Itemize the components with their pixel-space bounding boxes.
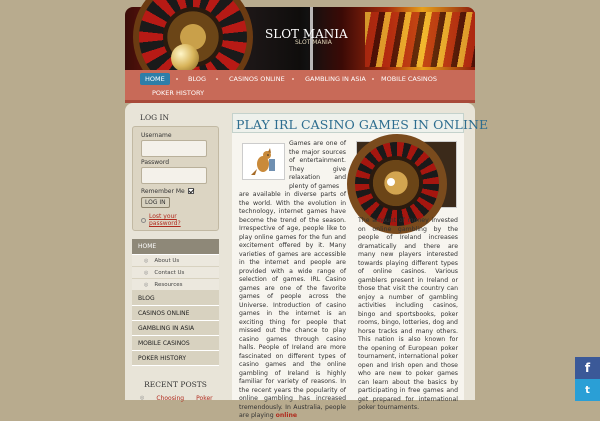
sidebar-item-poker-history[interactable]: POKER HISTORY [132, 351, 219, 366]
password-label: Password [141, 159, 170, 166]
twitter-icon: t [585, 384, 590, 396]
bullet-icon: ◎ [144, 257, 149, 264]
social-share-bar [575, 357, 600, 401]
sidebar-subitem-about-us[interactable]: ◎ About Us [132, 255, 219, 267]
sidebar [132, 109, 219, 402]
bullet-icon: ◎ [144, 269, 149, 276]
password-input[interactable] [141, 167, 207, 184]
twitter-share-button[interactable] [575, 379, 600, 401]
nav-gambling-in-asia[interactable]: GAMBLING IN ASIA [305, 75, 366, 83]
login-button[interactable]: LOG IN [141, 197, 170, 208]
login-title: LOG IN [140, 113, 170, 122]
recent-posts-title: RECENT POSTS [144, 380, 207, 389]
post-title[interactable]: PLAY IRL CASINO GAMES IN ONLINE [236, 117, 489, 132]
sidebar-subitem-resources[interactable]: ◎ Resources [132, 279, 219, 291]
header-banner [125, 7, 475, 70]
username-input[interactable] [141, 140, 207, 157]
sidebar-subitem-contact-us[interactable]: ◎ Contact Us [132, 267, 219, 279]
post-text-right: The amount of money invested on online gambling by the people of Ireland increases dramatically and there are many new players interested towards playing different types of online casinos. Various gamblers present in Ireland or those that visit the country can enjoy a number of gambling activities including casinos, bingo and sportsbooks, poker rooms, bingo, lotteries, dog and horse tracks and many others. This nation is also known for the opening of European poker tournament, international poker open and Irish open and those who are new to poker games can learn about the basics by participating in free games and get prepared for international poker tournaments. [358, 217, 458, 411]
post-title-box [232, 113, 489, 133]
remember-me [141, 186, 210, 196]
sidebar-item-home[interactable]: HOME [132, 239, 219, 255]
facebook-icon: f [584, 361, 591, 375]
content-wrap [125, 103, 489, 419]
roulette-image [356, 141, 457, 208]
nav-home[interactable]: HOME [140, 73, 170, 85]
login-form [132, 126, 219, 231]
site-title[interactable]: SLOT MANIA [265, 27, 348, 41]
nav-mobile-casinos[interactable]: MOBILE CASINOS [381, 75, 438, 83]
help-icon [141, 218, 146, 223]
nav-casinos-online[interactable]: CASINOS ONLINE [229, 75, 285, 83]
remember-label: Remember Me [141, 187, 185, 195]
post-text-left: Games are one of the major sources of entertainment. They give relaxation and plenty of games are available in diverse parts of the world. With the evolution in technology, internet games have become the trend of the season. Irrespective of age, people like to play online games for the fun and excitement offered by it. Many varieties of games are accessible in the internet and people are provided with a wide range of selection of games. IRL Casino games are one of the favorite games of people across the Universe. Introduction of casino games in the internet is an exciting thing for people that missed out the chance to play casino games through casino halls. People of Ireland are more fascinated on different types of casino games and the online gambling of Ireland is highly familiar for variety of reasons. In the recent years the popularity of online gambling has increased tremendously. In Australia, people are playing online [239, 140, 346, 419]
sidebar-menu [132, 239, 219, 366]
facebook-share-button[interactable] [575, 357, 600, 379]
username-label: Username [141, 132, 172, 139]
remember-checkbox[interactable] [188, 188, 194, 194]
sidebar-item-mobile-casinos[interactable]: MOBILE CASINOS [132, 336, 219, 351]
site-tagline: SLOT MANIA [295, 39, 332, 46]
slot-lights-image [365, 12, 475, 67]
lost-password-label[interactable]: Lost your password? [148, 213, 181, 227]
sidebar-item-casinos-online[interactable]: CASINOS ONLINE [132, 306, 219, 321]
main-nav [125, 70, 475, 103]
lost-password-link[interactable] [141, 213, 210, 227]
gold-ball-image [171, 44, 199, 72]
nav-blog[interactable]: BLOG [188, 75, 207, 83]
sidebar-item-gambling-in-asia[interactable]: GAMBLING IN ASIA [132, 321, 219, 336]
post-content [232, 113, 489, 419]
bullet-icon: ◎ [144, 281, 149, 288]
recent-post-item[interactable]: ◎ Choosing Poker [140, 395, 213, 402]
nav-poker-history[interactable]: POKER HISTORY [152, 89, 205, 97]
keyword-link[interactable]: online [275, 412, 298, 419]
bullet-icon: ◎ [140, 395, 145, 401]
site [125, 7, 489, 419]
sidebar-item-blog[interactable]: BLOG [132, 291, 219, 306]
